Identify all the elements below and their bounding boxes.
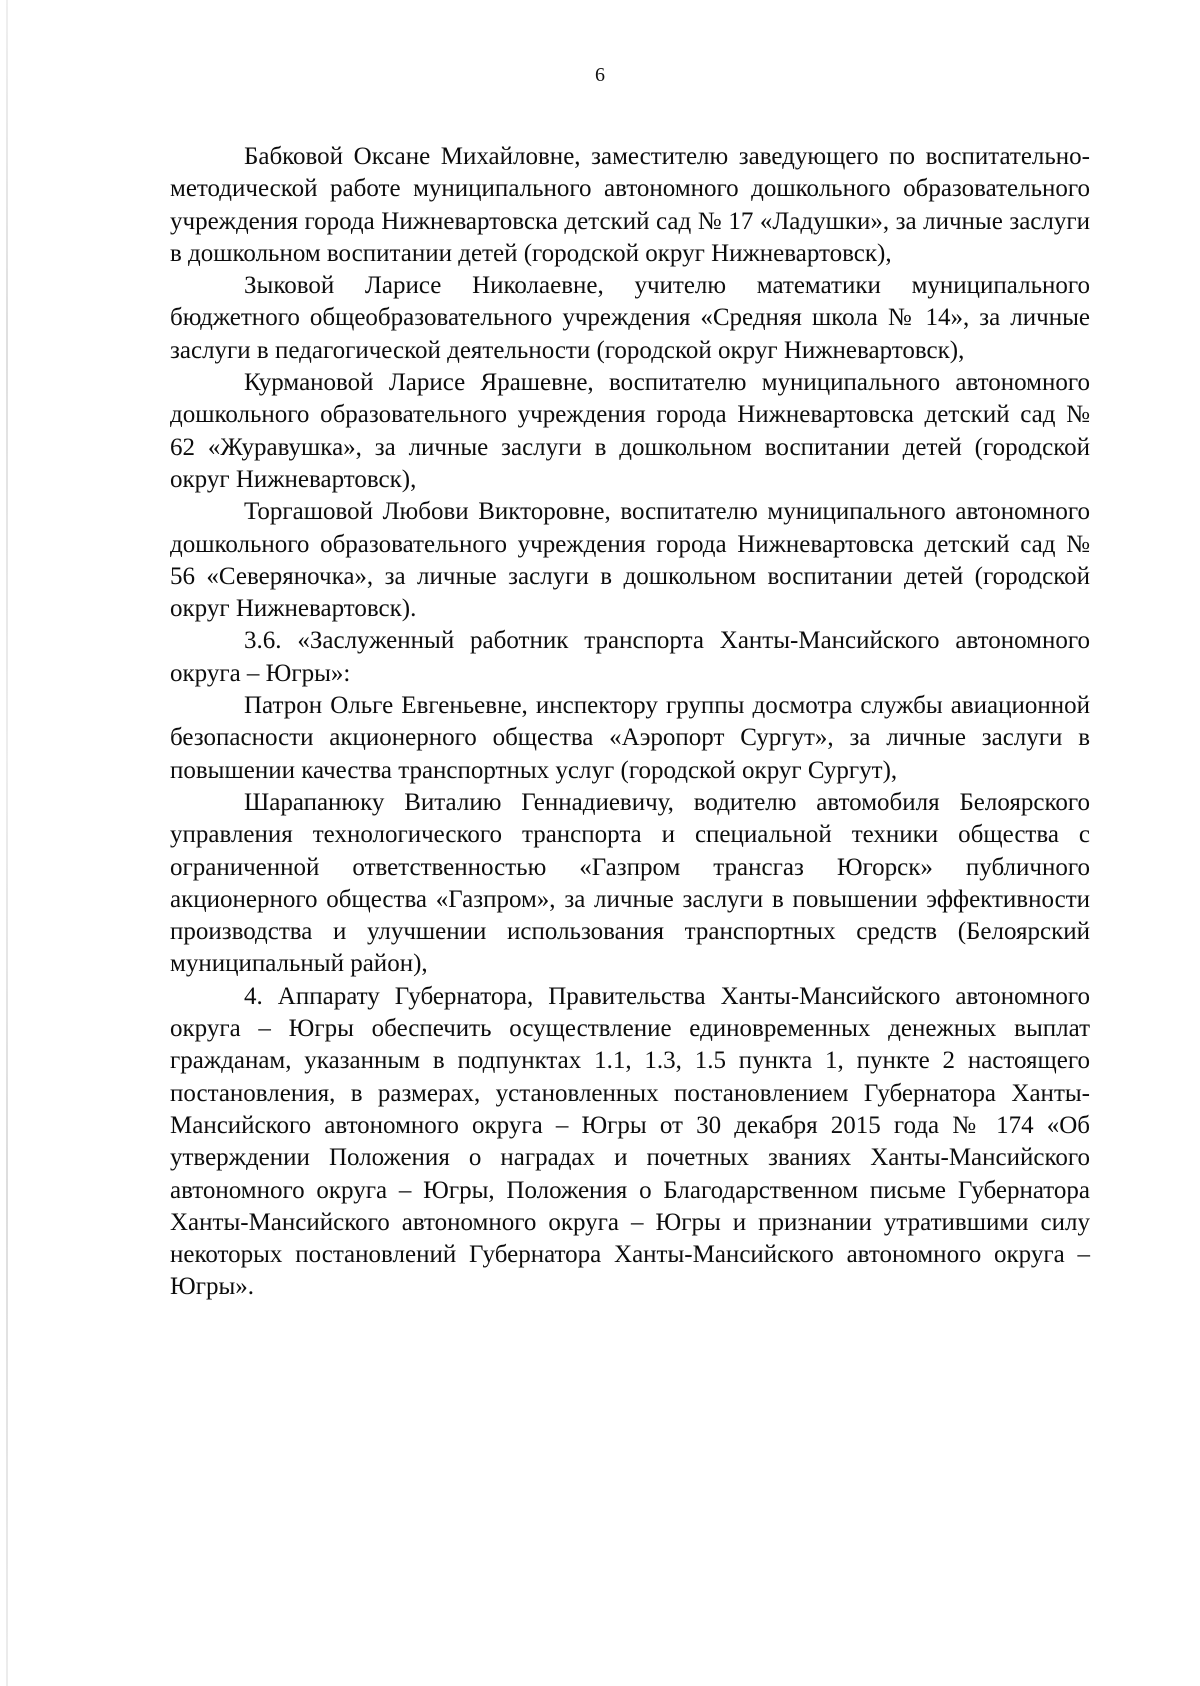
paragraph-babkova: Бабковой Оксане Михайловне, заместителю заведующего по воспитательно-методической работе муниципального автономного дошкольного образовательного учреждения города Нижневартовска детский сад № 17 «Ладушки», за личные заслуги в дошкольном воспитании детей (городской округ Нижневартовск), bbox=[170, 143, 1090, 267]
paragraph-zykova: Зыковой Ларисе Николаевне, учителю математики муниципального бюджетного общеобразовательного учреждения «Средняя школа № 14», за личные заслуги в педагогической деятельности (городской округ Нижневартовск), bbox=[170, 272, 1090, 364]
scan-edge-artifact bbox=[6, 0, 8, 1686]
paragraph-section-4: 4. Аппарату Губернатора, Правительства Ханты-Мансийского автономного округа – Югры обеспечить осуществление единовременных денежных выплат гражданам, указанным в подпунктах 1.1, 1.3, 1.5 пункта 1, пункте 2 настоящего постановления, в размерах, установленных постановлением Губернатора Ханты-Мансийского автономного округа – Югры от 30 декабря 2015 года № 174 «Об утверждении Положения о наградах и почетных званиях Ханты-Мансийского автономного округа – Югры, Положения о Благодарственном письме Губернатора Ханты-Мансийского автономного округа – Югры и признании утратившими силу некоторых постановлений Губернатора Ханты-Мансийского автономного округа – Югры». bbox=[170, 982, 1090, 1301]
paragraph-torgashova: Торгашовой Любови Викторовне, воспитателю муниципального автономного дошкольного образовательного учреждения города Нижневартовска детский сад № 56 «Северяночка», за личные заслуги в дошкольном воспитании детей (городской округ Нижневартовск). bbox=[170, 498, 1090, 623]
paragraph-section-3-6: 3.6. «Заслуженный работник транспорта Ханты-Мансийского автономного округа – Югры»: bbox=[170, 627, 1090, 687]
paragraph-patron: Патрон Ольге Евгеньевне, инспектору группы досмотра службы авиационной безопасности акционерного общества «Аэропорт Сургут», за личные заслуги в повышении качества транспортных услуг (городской округ Сургут), bbox=[170, 692, 1090, 784]
paragraph-sharapanyuk: Шарапанюку Виталию Геннадиевичу, водителю автомобиля Белоярского управления технологического транспорта и специальной техники общества с ограниченной ответственностью «Газпром трансгаз Югорск» публичного акционерного общества «Газпром», за личные заслуги в повышении эффективности производства и улучшении использования транспортных средств (Белоярский муниципальный район), bbox=[170, 788, 1090, 978]
page-number: 6 bbox=[595, 64, 605, 86]
document-body bbox=[170, 141, 1090, 1304]
paragraph-kurmanova: Курмановой Ларисе Ярашевне, воспитателю муниципального автономного дошкольного образовательного учреждения города Нижневартовска детский сад № 62 «Журавушка», за личные заслуги в дошкольном воспитании детей (городской округ Нижневартовск), bbox=[170, 369, 1090, 493]
